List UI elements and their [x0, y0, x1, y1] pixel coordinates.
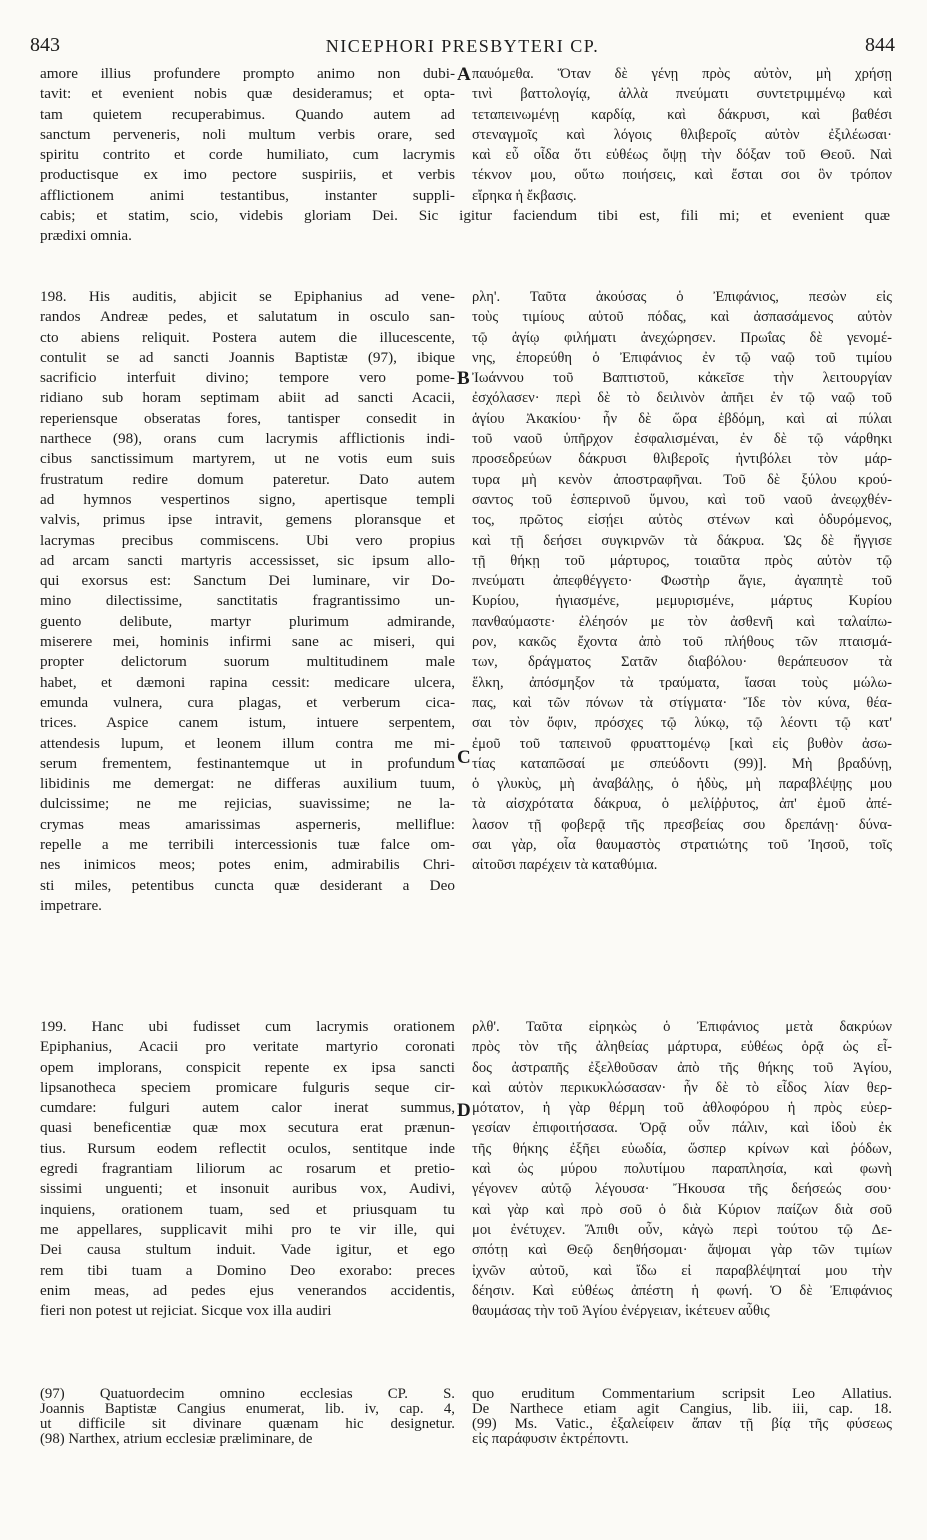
footnotes-right [472, 1387, 892, 1447]
latin-text-line: valvis, primus ipse intravit, gemens ploransque et [40, 511, 455, 529]
greek-text-line: μοι ἐνέτυχεν. Ἄπιθι οὖν, κἀγὼ περὶ τούτου τῷ Δε- [472, 1221, 892, 1238]
greek-text-line: ρον, κακῶς ἔχοντα ἀπὸ τοῦ πλήθους τῶν πταισμά- [472, 634, 892, 651]
latin-text-line: fieri non potest ut rejiciat. Sicque vox illa audiri [40, 1302, 332, 1320]
margin-marker-b: B [457, 368, 470, 389]
latin-text-line: mino dilectissime, sanctitatis fragrantissimo un- [40, 592, 455, 610]
latin-text-line: amore illius profundere prompto animo non dubi- [40, 65, 455, 82]
page-header [30, 34, 895, 58]
greek-text-line: ὁ γλυκὺς, μὴ ἀναβάλῃς, ὁ ἡδὺς, μὴ παραβλέψῃς μου [472, 776, 892, 793]
greek-text-line: καὶ γὰρ καὶ πρὸ σοῦ ὁ διὰ Κύριον παίζων διὰ σοῦ [472, 1201, 892, 1218]
greek-text-line: δέησιν. Καὶ εὐθέως ἀπέστη ἡ φωνή. Ὁ δὲ Ἐπιφάνιος [472, 1282, 892, 1299]
latin-text-line: attendesis lupum, et leonem illum contra me mi- [40, 734, 455, 752]
latin-text-line: serum frementem, festinantemque ut in profundum [40, 754, 455, 772]
greek-text-line: γεσίαν ἐπιφοιτήσασα. Ὁρᾷ οὖν πάλιν, καὶ ἰδοὺ ἐκ [472, 1120, 892, 1137]
latin-text-line: trices. Aspice canem istum, intuere serpentem, [40, 714, 455, 732]
greek-text-line: ἁγίου Ἀκακίου· ἦν δὲ ὥρα ἑβδόμη, καὶ αἱ πύλαι [472, 410, 892, 427]
latin-text-line: opem implorans, conspicit repente ex ipsa sancti [40, 1058, 455, 1076]
latin-paragraph-199 [40, 1017, 455, 1321]
latin-text-line: randos Andreæ pedes, et salutatum in osculo san- [40, 308, 455, 326]
greek-text-line: δος ἀστραπῆς ἐξελθοῦσαν ἀπὸ τῆς θήκης τοῦ Ἁγίου, [472, 1059, 892, 1076]
latin-text-line: dulcissime; ne me rejicias, suavissime; ne la- [40, 795, 455, 813]
latin-text-line: ad hymnos vespertinos signo, apertisque templi [40, 490, 455, 508]
greek-text-line: γέγονεν αὐτῷ λέγουσα· Ἤκουσα τῆς δεήσεώς σου· [472, 1181, 892, 1198]
greek-text-line: Ἰωάννου τοῦ Βαπτιστοῦ, κἀκεῖσε τὴν λειτουργίαν [472, 370, 892, 387]
latin-text-line: reperiensque obseratas fores, tantisper consedit in [40, 409, 455, 427]
footnote-line: (99) Ms. Vatic., ἐξαλείφειν ἅπαν τῇ βίᾳ τῆς φύσεως [472, 1416, 892, 1432]
latin-text-line: lipsanotheca speciem promicare fulguris seque cir- [40, 1078, 455, 1096]
greek-text-line: τος, πρῶτος εἰσῄει αὐτὸς στένων καὶ ὀδυρόμενος, [472, 512, 892, 529]
latin-text-line: lacrymas precibus commiscens. Ubi vero propius [40, 531, 455, 549]
latin-text-line: sanctum perveneris, noli multum verbis orare, sed [40, 125, 455, 143]
latin-text-line: cabis; et statim, scio, videbis gloriam Dei. Sic igitur faciendum tibi est, fili mi; et evenient quæ [40, 207, 890, 225]
latin-text-line: emunda vulnera, cura plagas, et verberum cica- [40, 693, 455, 711]
greek-text-line: των, δράγματος Σατᾶν διαβόλου· θεράπευσον τὰ [472, 654, 892, 671]
greek-text-line: πνεύματι ἀπεφθέγγετο· Φωστὴρ ἅγιε, ἀγαπητὲ τοῦ [472, 573, 892, 590]
latin-text-line: contulit se ad sancti Joannis Baptistæ (97), ibique [40, 348, 455, 366]
greek-text-line: προσεδρεύων δάκρυσι θλιβεροῖς ἠντιβόλει τὸν μάρ- [472, 451, 892, 468]
latin-text-line: rem tibi tuam a Domino Deo exorabo: preces [40, 1261, 455, 1279]
latin-text-line: egredi fragrantiam liliorum ac rosarum et pretio- [40, 1160, 455, 1178]
greek-paragraph-intro [472, 64, 892, 206]
greek-text-line: τοὺς τιμίους αὐτοῦ πόδας, καὶ ἀσπασάμενος αὐτὸν [472, 309, 892, 326]
latin-text-line: sissimi unguenti; et insonuit auribus vox, Audivi, [40, 1180, 455, 1198]
latin-text-line: repelle a me terribili intercessionis tuæ falce om- [40, 836, 455, 854]
footnote-line: ut difficile sit divinare quænam hic designetur. [40, 1416, 455, 1432]
latin-text-line: miserere mei, hominis infirmi sane ac miseri, qui [40, 633, 455, 651]
greek-text-line: πανθαύμαστε· ἐλέησόν με τὸν ἀσθενῆ καὶ ταλαίπω- [472, 613, 892, 630]
greek-text-line: τεταπεινωμένῃ καρδίᾳ, καὶ δάκρυσι, καὶ βαθέσι [472, 106, 892, 123]
greek-text-line: καὶ ὡς μύρου πολυτίμου παραπλησία, καὶ φωνὴ [472, 1161, 892, 1178]
latin-text-line: qui exorsus est: Sanctum Dei luminare, vir Do- [40, 572, 455, 590]
latin-text-line: propter delictorum suorum multitudinem male [40, 653, 455, 671]
latin-text-line: frustratum redire domum pateretur. Dato autem [40, 470, 455, 488]
page-number-left: 843 [30, 34, 60, 56]
latin-text-line: cto abiens reliquit. Postera autem die illucescente, [40, 328, 455, 346]
footnote-line: Joannis Baptistæ Cangius enumerat, lib. iv, cap. 4, [40, 1401, 455, 1417]
footnote-line: εἰς παράφυσιν ἐκτρέποντι. [472, 1431, 629, 1447]
greek-text-line: τῇ θήκῃ τοῦ μάρτυρος, τοιαῦτα πρὸς αὐτὸν τῷ [472, 552, 892, 569]
greek-text-line: ἕλκη, ἀπόσμηξον τὰ τραύματα, ἴασαι τοὺς μώλω- [472, 674, 892, 691]
latin-text-line: habet, et dæmoni rapina cessit: medicare ulcera, [40, 673, 455, 691]
greek-text-line: αἰτοῦσι παρέχειν τὰ καταθύμια. [472, 857, 658, 874]
greek-text-line: τοῦ ναοῦ ὑπῆρχον ἐσφαλισμέναι, ἐν δὲ τῷ νάρθηκι [472, 431, 892, 448]
greek-text-line: στεναγμοῖς καὶ λόγοις θλιβεροῖς αὐτὸν ἐξιλέωσαι· [472, 126, 892, 143]
greek-text-line: θαυμάσας τὴν τοῦ Ἁγίου ἐνέργειαν, ἱκέτευεν αὖθις [472, 1303, 770, 1320]
latin-text-line: guento delibute, martyr plurimum admirande, [40, 612, 455, 630]
greek-text-line: λασον τῇ φοβερᾷ τῆς πρεσβείας σου δρεπάνῃ· δύνα- [472, 816, 892, 833]
greek-text-line: παυόμεθα. Ὅταν δὲ γένῃ πρὸς αὐτὸν, μὴ χρήσῃ [472, 66, 892, 82]
latin-text-line: sti miles, petentibus cuncta quæ desiderant a Deo [40, 876, 455, 894]
greek-paragraph-198 [472, 287, 892, 876]
greek-text-line: νης, ἐπορεύθη ὁ Ἐπιφάνιος ἐν τῷ ναῷ τοῦ τιμίου [472, 349, 892, 366]
margin-marker-a: A [457, 64, 471, 85]
greek-paragraph-199 [472, 1017, 892, 1321]
latin-text-line: cibus sanctissimum martyrem, ut ne votis eum suis [40, 450, 455, 468]
greek-text-line: ρλθ'. Ταῦτα εἰρηκὼς ὁ Ἐπιφάνιος μετὰ δακρύων [472, 1019, 892, 1035]
greek-text-line: καὶ εὖ οἶδα ὅτι εὐθέως ὄψῃ τὴν δόξαν τοῦ Θεοῦ. Ναὶ [472, 147, 892, 164]
latin-text-line: Epiphanius, Acacii pro veritate martyrio coronati [40, 1038, 455, 1056]
greek-text-line: τῷ ἁγίῳ φιλήματι ἀνεχώρησεν. Πρωΐας δὲ γενομέ- [472, 329, 892, 346]
latin-text-line: narthece (98), orans cum lacrymis afflictionis indi- [40, 430, 455, 448]
greek-text-line: σπότῃ καὶ Θεῷ δεηθήσομαι· ἅψομαι γὰρ τῶν τιμίων [472, 1242, 892, 1259]
greek-text-line: τίας καταπῶσαί με σπεύδοντι (99)]. Μὴ βραδύνῃ, [472, 755, 892, 772]
greek-text-line: πας, καὶ τῶν πόνων τὰ στίγματα· Ἴδε τὸν κύνα, θέα- [472, 694, 892, 711]
latin-text-line: Dei causa stultum induit. Vade igitur, et ego [40, 1241, 455, 1259]
latin-text-line: libidinis me demergat: ne differas auxilium tuum, [40, 775, 455, 793]
greek-text-line: σαι τὸν ὄφιν, πρόσχες τῷ λύκῳ, τῷ λέοντι τῷ κατ' [472, 715, 892, 732]
latin-text-line: prædixi omnia. [40, 227, 132, 245]
greek-text-line: εἴρηκα ἡ ἔκβασις. [472, 187, 577, 204]
greek-text-line: τινὶ βαττολογίᾳ, ἀλλὰ πνεύματι συντετριμμένῳ καὶ [472, 86, 892, 103]
latin-text-line: nes inimicos meos; potes enim, admirabilis Chri- [40, 856, 455, 874]
greek-text-line: ρλη'. Ταῦτα ἀκούσας ὁ Ἐπιφάνιος, πεσὼν εἰς [472, 289, 892, 305]
latin-text-line: afflictionem animi testantibus, instanter suppli- [40, 186, 455, 204]
page-number-right: 844 [865, 34, 895, 56]
latin-text-line: 198. His auditis, abjicit se Epiphanius ad vene- [40, 288, 455, 305]
latin-text-line: me appellares, supplicavit mihi pro te vir ille, qui [40, 1220, 455, 1238]
greek-text-line: ἐμοῦ τοῦ ταπεινοῦ φρυαττομένῳ [καὶ εἰς βυθὸν ἀσω- [472, 735, 892, 752]
greek-text-line: τέκνον μου, οὕτω ποιήσεις, καὶ ἔσται σοι ὃν τρόπον [472, 167, 892, 184]
latin-text-line: crymas meas amarissimas asperneris, melliflue: [40, 815, 455, 833]
latin-text-line: inquiens, orationem tuam, sed et priusquam tu [40, 1200, 455, 1218]
latin-text-line: sacrificio interfuit divino; tempore vero pome- [40, 369, 455, 387]
margin-marker-c: C [457, 747, 471, 768]
latin-text-line: ridiano sub horam septimam abiit ad sancti Acacii, [40, 389, 455, 407]
footnote-line: (97) Quatuordecim omnino ecclesias CP. S. [40, 1386, 455, 1402]
greek-text-line: σαντος τοῦ ἑσπερινοῦ ὕμνου, καὶ τοῦ ναοῦ ἀνεῳχθέν- [472, 491, 892, 508]
greek-text-line: Κυρίου, ἡγιασμένε, μεμυρισμένε, μάρτυς Κυρίου [472, 593, 892, 610]
latin-text-line: 199. Hanc ubi fudisset cum lacrymis orationem [40, 1018, 455, 1035]
latin-text-line: quasi beneficentiæ quæ mox secutura erat prænun- [40, 1119, 455, 1137]
latin-text-line: spiritu contrito et corde humiliato, cum lacrymis [40, 146, 455, 164]
greek-text-line: καὶ αὐτὸν περικυκλώσασαν· ἦν δὲ τὸ εἶδος λίαν θερ- [472, 1079, 892, 1096]
latin-paragraph-198 [40, 287, 455, 916]
latin-text-line: productisque ex imo pectore suspiriis, et verbis [40, 166, 455, 184]
running-head: NICEPHORI PRESBYTERI CP. [325, 36, 600, 56]
greek-text-line: ἐσχόλασεν· περὶ δὲ τὸ δειλινὸν ἀπῆει ἐν τῷ ναῷ τοῦ [472, 390, 892, 407]
greek-text-line: ἰχνῶν αὐτοῦ, καὶ ἴδω εἰ παραβλέψηταί μου τὴν [472, 1262, 892, 1279]
latin-text-line: enim meas, ad pedes ejus venerandos accidentis, [40, 1281, 455, 1299]
greek-text-line: τῆς θήκης ἐξῆει εὐωδία, ὥσπερ κρίνων καὶ ῥόδων, [472, 1140, 892, 1157]
greek-text-line: μότατον, ἡ γὰρ θέρμη τοῦ ἀθλοφόρου ἡ πρὸς εὐερ- [472, 1100, 892, 1117]
latin-text-line: tam quietem recuperabimus. Quando autem ad [40, 105, 455, 123]
greek-text-line: τὰ αἰσχρότατα δάκρυα, ὁ μελίῤῥυτος, ἀπ' ἐμοῦ ἀπέ- [472, 796, 892, 813]
footnote-line: quo eruditum Commentarium scripsit Leo Allatius. [472, 1386, 892, 1402]
footnote-line: (98) Narthex, atrium ecclesiæ præliminare, de [40, 1431, 313, 1447]
greek-text-line: τυρα μὴ κενὸν ἀποστραφῆναι. Τοῦ δὲ ξύλου κρού- [472, 471, 892, 488]
footnotes-left [40, 1387, 455, 1447]
margin-marker-d: D [457, 1100, 471, 1121]
latin-text-line: tius. Rursum eodem reflectit oculos, sentitque inde [40, 1139, 455, 1157]
greek-text-line: σαι γὰρ, οἷα θαυμαστὸς στρατιώτης τοῦ Ἰησοῦ, τοῖς [472, 837, 892, 854]
latin-text-line: ad arcam sancti martyris accessisset, sic ipsum allo- [40, 551, 455, 569]
latin-text-line: impetrare. [40, 896, 102, 914]
greek-text-line: πρὸς τὸν τῆς ἀληθείας μάρτυρα, εὐθέως ὁρᾷ ὡς εἶ- [472, 1039, 892, 1056]
footnote-line: De Narthece etiam agit Cangius, lib. iii, cap. 18. [472, 1401, 892, 1417]
latin-text-line: cumdare: fulguri autem calor inerat summus, [40, 1099, 455, 1117]
greek-text-line: καὶ τῇ δεήσει συγκιρνῶν τὰ δάκρυα. Ὡς δὲ ἤγγισε [472, 532, 892, 549]
latin-text-line: tavit: et evenient nobis quæ desideramus; et opta- [40, 85, 455, 103]
